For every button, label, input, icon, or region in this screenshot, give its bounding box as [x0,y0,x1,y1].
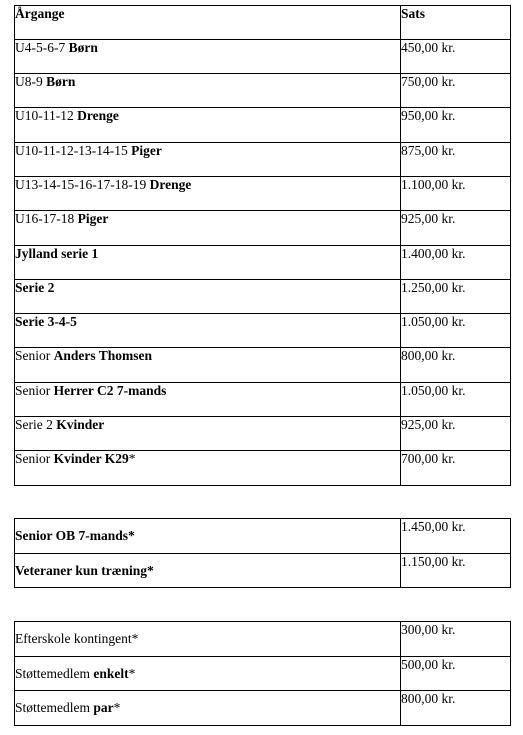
row-label [15,348,401,383]
row-label-bold: Børn [46,74,76,89]
row-rate [401,143,511,177]
row-label-plain: U8-9 [15,74,47,89]
column-header-age-groups: Årgange [15,6,65,21]
table-row [15,622,511,657]
row-rate [401,74,511,108]
rate-value: 1.050,00 kr. [401,314,466,329]
rate-value: 450,00 kr. [401,40,456,55]
row-label-bold: Kvinder K29 [53,451,129,466]
header-cell-label [15,6,401,40]
row-label [15,383,401,417]
row-label [15,177,401,211]
row-label-bold: Kvinder [56,417,105,432]
row-rate [401,177,511,211]
table-row [15,74,511,108]
rate-value: 1.450,00 kr. [401,519,466,534]
rate-value: 800,00 kr. [401,348,456,363]
table-row [15,451,511,486]
row-label-plain: Serie 2 [15,417,57,432]
row-label [15,108,401,143]
row-label-bold: Drenge [149,177,192,192]
column-header-rate: Sats [401,6,426,21]
header-cell-rate [401,6,511,40]
row-label-plain: Støttemedlem [15,666,94,681]
rate-value: 1.050,00 kr. [401,383,466,398]
row-label-bold: Senior OB 7-mands* [15,528,135,543]
rate-value: 875,00 kr. [401,143,456,158]
table-row [15,417,511,451]
row-label-suffix: * [128,451,136,466]
table-row [15,143,511,177]
row-rate [401,383,511,417]
table-row [15,314,511,348]
row-rate [401,314,511,348]
table-row [15,519,511,554]
row-label-plain: Støttemedlem [15,700,94,715]
row-label-plain: U10-11-12-13-14-15 [15,143,132,158]
rate-value: 300,00 kr. [401,622,456,637]
table-row [15,554,511,588]
table-row [15,177,511,211]
rate-value: 1.150,00 kr. [401,554,466,569]
row-label-bold: Veteraner kun træning* [15,563,154,578]
rate-value: 700,00 kr. [401,451,456,466]
membership-rates-table [14,621,511,726]
rate-value: 1.100,00 kr. [401,177,466,192]
rate-value: 1.250,00 kr. [401,280,466,295]
row-label [15,74,401,108]
row-label [15,622,401,657]
row-rate [401,554,511,588]
senior-rates-table [14,518,511,588]
row-label [15,657,401,691]
table-row [15,246,511,280]
table-header-row [15,6,511,40]
table-row [15,211,511,246]
table-row [15,383,511,417]
row-label-plain: U10-11-12 [15,108,78,123]
row-label [15,314,401,348]
row-rate [401,691,511,726]
row-rate [401,657,511,691]
row-label-suffix: * [113,700,121,715]
row-label [15,554,401,588]
row-label [15,691,401,726]
row-label [15,246,401,280]
row-label-bold: Børn [68,40,98,55]
rate-value: 925,00 kr. [401,417,456,432]
row-label-plain: Senior [15,348,54,363]
row-rate [401,246,511,280]
row-label-bold: Drenge [77,108,119,123]
row-label-plain: U13-14-15-16-17-18-19 [15,177,150,192]
table-row [15,348,511,383]
row-label [15,143,401,177]
row-label [15,211,401,246]
row-rate [401,280,511,314]
row-label [15,451,401,486]
row-rate [401,40,511,74]
row-label-suffix: * [128,666,136,681]
row-label-plain: U16-17-18 [15,211,78,226]
row-label-plain: Efterskole kontingent* [15,631,139,646]
row-rate [401,519,511,554]
row-rate [401,451,511,486]
row-rate [401,108,511,143]
row-rate [401,211,511,246]
table-row [15,657,511,691]
row-label-plain: Senior [15,451,54,466]
table-row [15,280,511,314]
row-label-bold: Piger [77,211,109,226]
row-label [15,519,401,554]
row-rate [401,417,511,451]
rate-value: 925,00 kr. [401,211,456,226]
row-label-bold: Anders Thomsen [53,348,153,363]
row-label-bold: Serie 3-4-5 [15,314,77,329]
row-label-bold: Jylland serie 1 [15,246,99,261]
row-label [15,417,401,451]
table-row [15,691,511,726]
row-label-bold: par [93,700,114,715]
row-label-bold: Piger [131,143,162,158]
table-row [15,40,511,74]
row-rate [401,348,511,383]
row-label-bold: Herrer C2 7-mands [53,383,167,398]
row-label [15,40,401,74]
row-label-plain: Senior [15,383,54,398]
row-label-plain: U4-5-6-7 [15,40,69,55]
rate-value: 950,00 kr. [401,108,456,123]
age-group-rates-table [14,5,511,486]
row-label-bold: enkelt [93,666,129,681]
rate-value: 800,00 kr. [401,691,456,706]
table-row [15,108,511,143]
row-label-bold: Serie 2 [15,280,55,295]
row-label [15,280,401,314]
rate-value: 750,00 kr. [401,74,456,89]
rate-value: 500,00 kr. [401,657,456,672]
rate-value: 1.400,00 kr. [401,246,466,261]
row-rate [401,622,511,657]
